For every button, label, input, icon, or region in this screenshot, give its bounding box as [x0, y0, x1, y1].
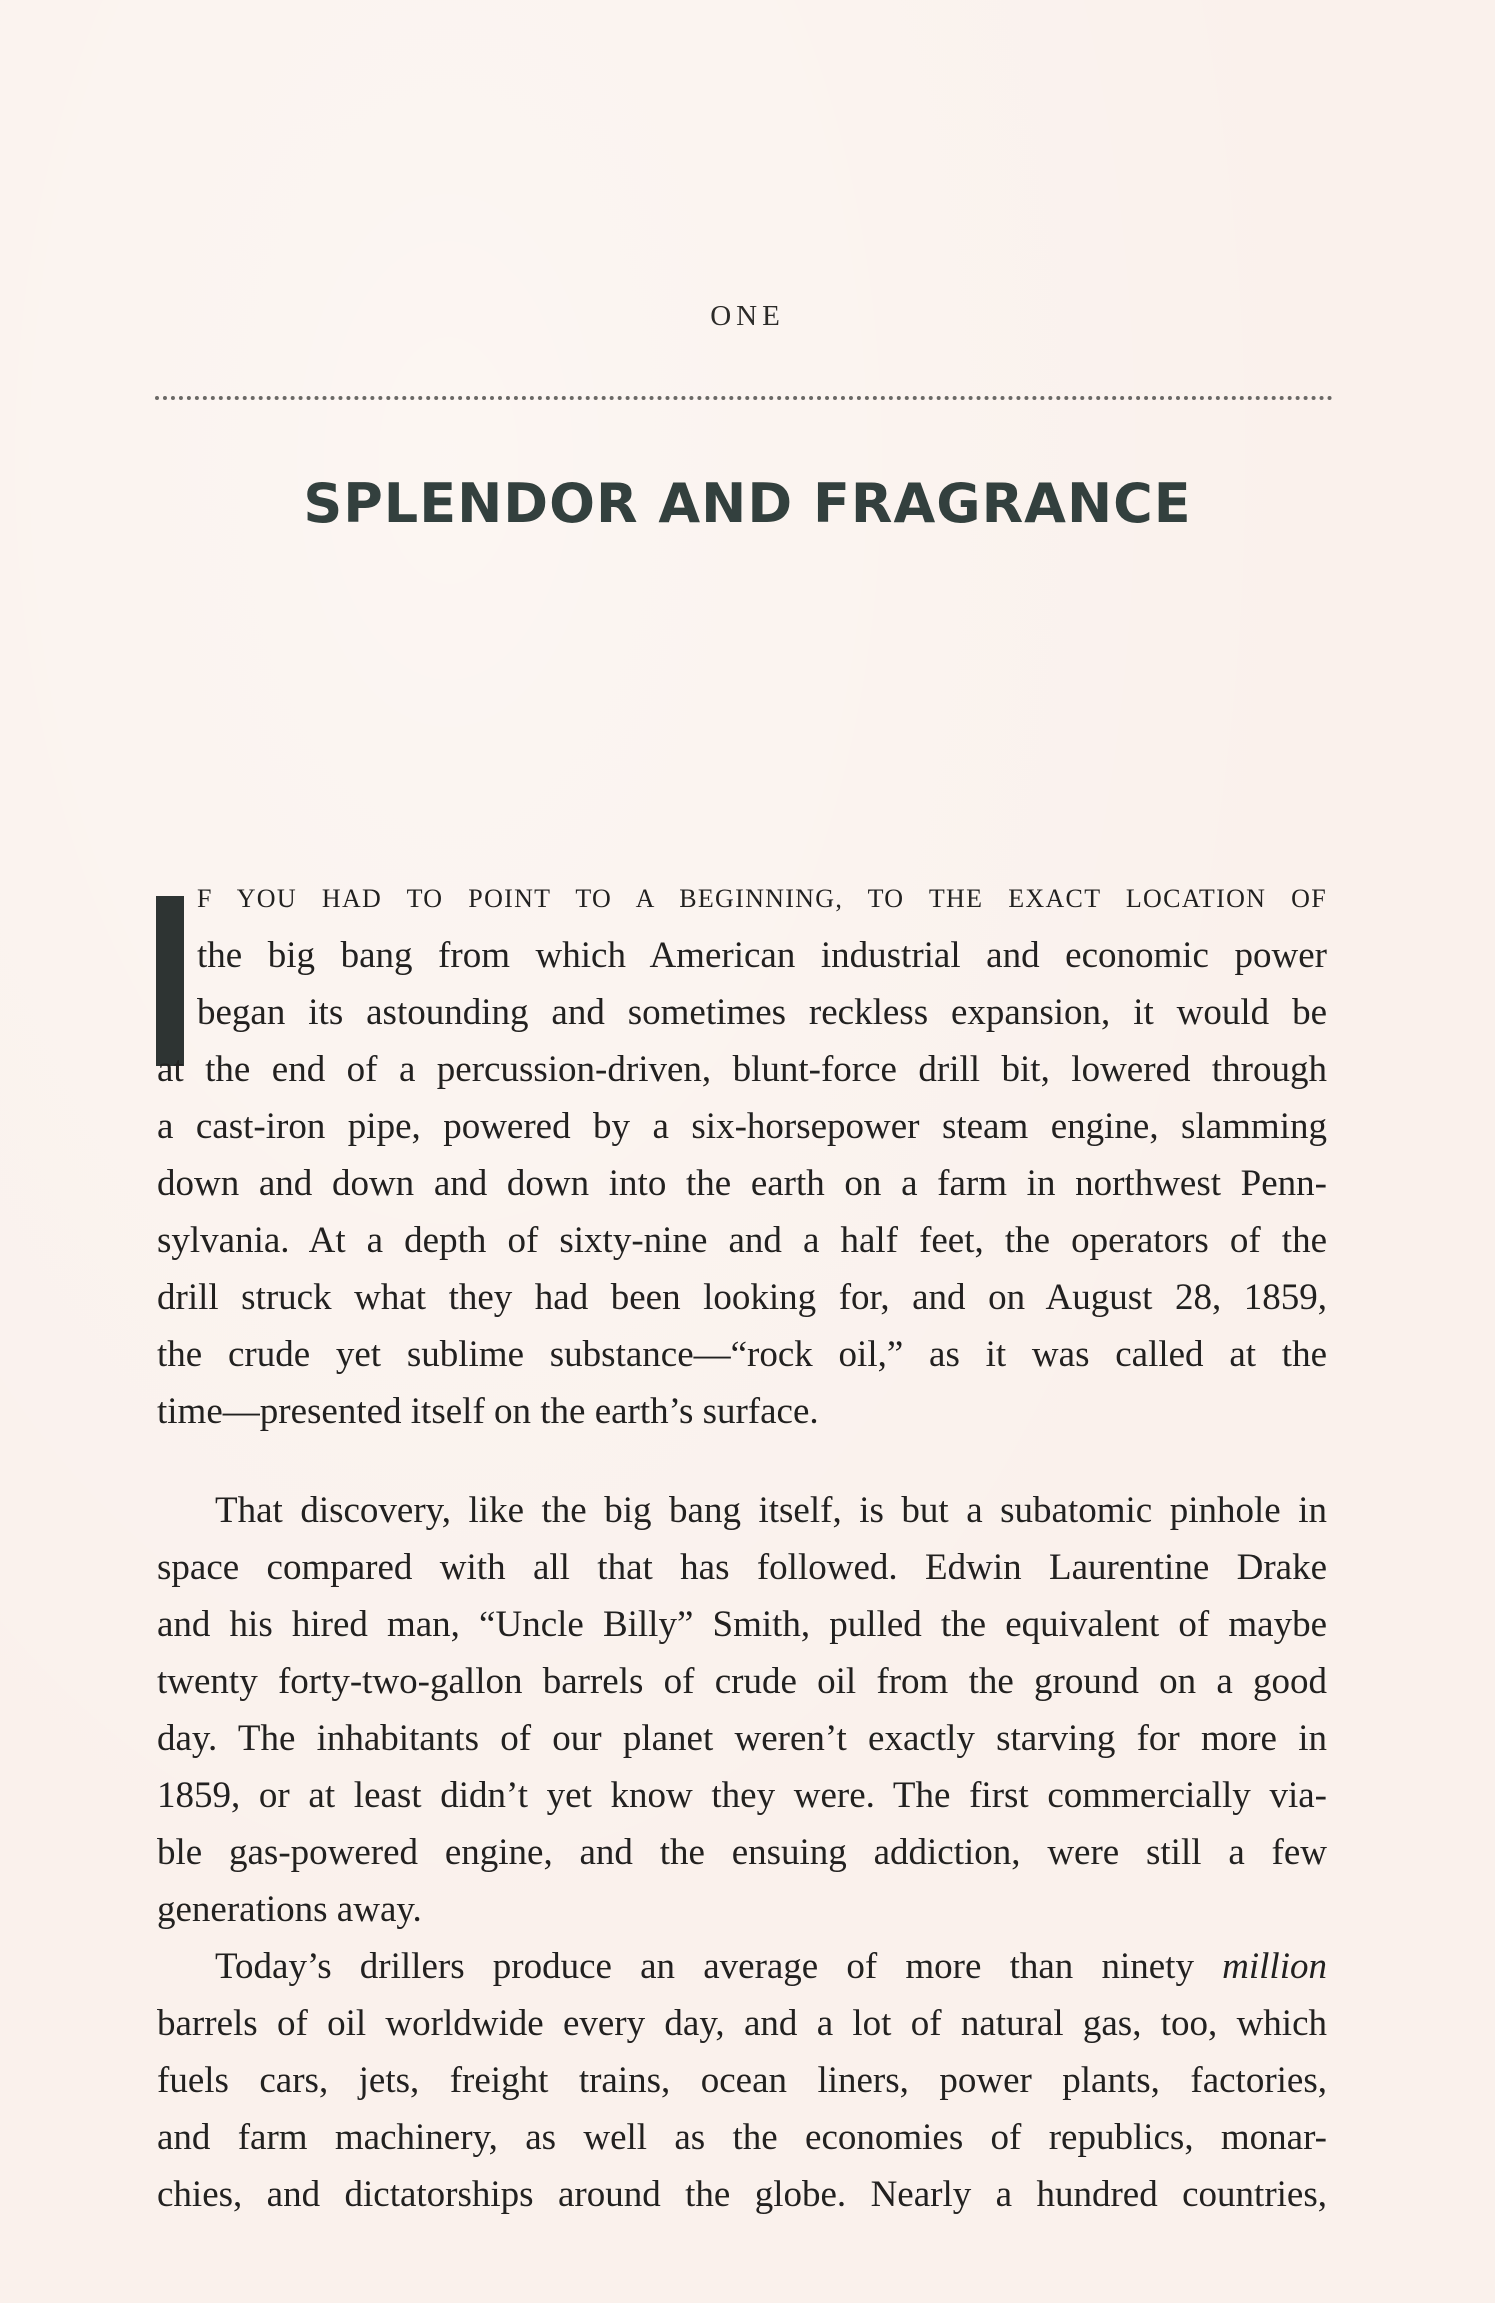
text-line: a cast-iron pipe, powered by a six-horsepower steam engine, slamming [157, 1106, 1327, 1147]
text-line: down and down and down into the earth on a farm in northwest Penn- [157, 1163, 1327, 1204]
text-line: twenty forty-two-gallon barrels of crude oil from the ground on a good [157, 1661, 1327, 1702]
text-line: F YOU HAD TO POINT TO A BEGINNING, TO THE EXACT LOCATION OF [197, 884, 1327, 913]
paragraph-1 [157, 870, 1327, 1440]
text-line: at the end of a percussion-driven, blunt-force drill bit, lowered through [157, 1049, 1327, 1090]
text-line: fuels cars, jets, freight trains, ocean liners, power plants, factories, [157, 2060, 1327, 2101]
chapter-title: SPLENDOR AND FRAGRANCE [303, 472, 1192, 535]
emphasis-text: million [1222, 1946, 1327, 1987]
text-line: chies, and dictatorships around the globe. Nearly a hundred countries, [157, 2174, 1327, 2215]
text-run: Today’s drillers produce an average of more than ninety [215, 1946, 1223, 1987]
text-line: sylvania. At a depth of sixty-nine and a half feet, the operators of the [157, 1220, 1327, 1261]
text-line: That discovery, like the big bang itself, is but a subatomic pinhole in [215, 1490, 1327, 1531]
text-line: the big bang from which American industrial and economic power [197, 935, 1327, 976]
text-line: drill struck what they had been looking for, and on August 28, 1859, [157, 1277, 1327, 1318]
text-line: 1859, or at least didn’t yet know they were. The first commercially via- [157, 1775, 1327, 1816]
text-line [157, 1938, 1327, 1995]
text-line: and his hired man, “Uncle Billy” Smith, pulled the equivalent of maybe [157, 1604, 1327, 1645]
text-line: and farm machinery, as well as the economies of republics, monar- [157, 2117, 1327, 2158]
paragraph-3 [157, 1938, 1327, 2223]
text-line: day. The inhabitants of our planet weren’t exactly starving for more in [157, 1718, 1327, 1759]
text-line: space compared with all that has followed. Edwin Laurentine Drake [157, 1547, 1327, 1588]
text-line: ble gas-powered engine, and the ensuing addiction, were still a few [157, 1832, 1327, 1873]
text-line: began its astounding and sometimes reckless expansion, it would be [197, 992, 1327, 1033]
paragraph-2 [157, 1482, 1327, 1938]
text-line: barrels of oil worldwide every day, and a lot of natural gas, too, which [157, 2003, 1327, 2044]
text-line: the crude yet sublime substance—“rock oil,” as it was called at the [157, 1334, 1327, 1375]
dotted-divider [155, 396, 1333, 400]
text-line: time—presented itself on the earth’s surface. [157, 1391, 819, 1432]
text-line: generations away. [157, 1889, 422, 1930]
chapter-number: ONE [710, 300, 785, 332]
